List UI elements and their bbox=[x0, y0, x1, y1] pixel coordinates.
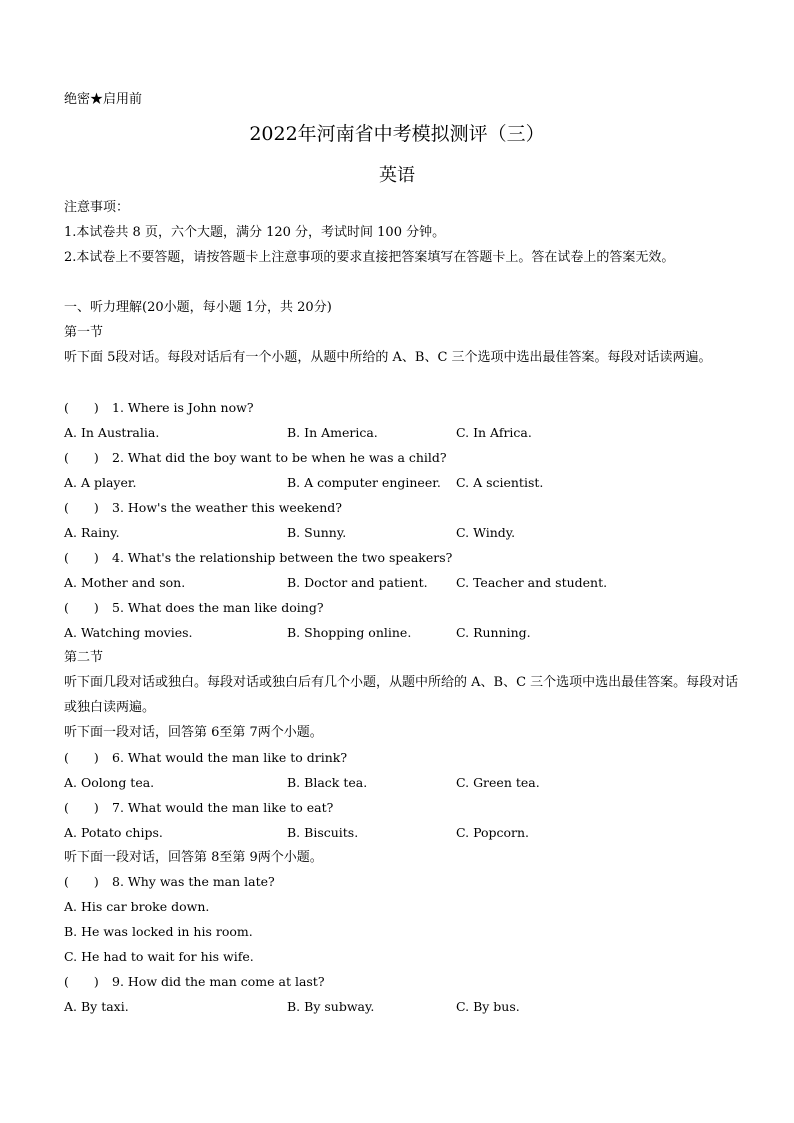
option-c: C. He had to wait for his wife. bbox=[64, 949, 254, 964]
option-c: C. Teacher and student. bbox=[456, 575, 608, 590]
option-a: A. In Australia. bbox=[64, 425, 160, 440]
option-a: A. A player. bbox=[64, 475, 137, 490]
question-4 bbox=[64, 550, 452, 566]
option-b: B. A computer engineer. bbox=[287, 475, 441, 490]
question-text: 8. Why was the man late? bbox=[112, 874, 275, 889]
option-a: A. Rainy. bbox=[64, 525, 120, 540]
question-text: 3. How's the weather this weekend? bbox=[112, 500, 342, 515]
question-text: 7. What would the man like to eat? bbox=[112, 800, 334, 815]
answer-blank[interactable]: ( ) bbox=[64, 600, 99, 615]
answer-blank[interactable]: ( ) bbox=[64, 800, 99, 815]
intro-8-9: 听下面一段对话，回答第 8至第 9两个小题。 bbox=[64, 850, 323, 865]
answer-blank[interactable]: ( ) bbox=[64, 550, 99, 565]
answer-blank[interactable]: ( ) bbox=[64, 874, 99, 889]
part1-heading: 一、听力理解(20小题，每小题 1分，共 20分) bbox=[64, 300, 332, 315]
option-c: C. A scientist. bbox=[456, 475, 544, 490]
option-b: B. Sunny. bbox=[287, 525, 347, 540]
question-text: 9. How did the man come at last? bbox=[112, 974, 325, 989]
section2-instruction: 听下面几段对话或独白。每段对话或独白后有几个小题，从题中所给的 A、B、C 三个选项中选出最佳答案。每段对话或独白读两遍。 bbox=[64, 675, 739, 715]
secret-mark: 绝密★启用前 bbox=[64, 92, 143, 107]
option-b: B. Biscuits. bbox=[287, 825, 359, 840]
section1-instruction: 听下面 5段对话。每段对话后有一个小题，从题中所给的 A、B、C 三个选项中选出最佳答案。每段对话读两遍。 bbox=[64, 350, 712, 365]
answer-blank[interactable]: ( ) bbox=[64, 750, 99, 765]
option-b: B. Doctor and patient. bbox=[287, 575, 428, 590]
question-2 bbox=[64, 450, 447, 466]
option-a: A. Mother and son. bbox=[64, 575, 186, 590]
option-a: A. His car broke down. bbox=[64, 899, 210, 914]
option-a: A. By taxi. bbox=[64, 999, 129, 1014]
question-7 bbox=[64, 800, 333, 816]
question-text: 1. Where is John now? bbox=[112, 400, 254, 415]
option-a: A. Oolong tea. bbox=[64, 775, 155, 790]
option-b: B. He was locked in his room. bbox=[64, 924, 253, 939]
question-6 bbox=[64, 750, 347, 766]
notice-item-2: 2.本试卷上不要答题，请按答题卡上注意事项的要求直接把答案填写在答题卡上。答在试卷上的答案无效。 bbox=[64, 250, 675, 265]
question-9 bbox=[64, 974, 325, 990]
option-c: C. Windy. bbox=[456, 525, 516, 540]
question-3 bbox=[64, 500, 342, 516]
question-8 bbox=[64, 874, 275, 890]
question-text: 4. What's the relationship between the two speakers? bbox=[112, 550, 453, 565]
question-text: 2. What did the boy want to be when he was a child? bbox=[112, 450, 447, 465]
answer-blank[interactable]: ( ) bbox=[64, 500, 99, 515]
option-c: C. Running. bbox=[456, 625, 531, 640]
intro-6-7: 听下面一段对话，回答第 6至第 7两个小题。 bbox=[64, 725, 323, 740]
option-a: A. Potato chips. bbox=[64, 825, 163, 840]
option-c: C. Green tea. bbox=[456, 775, 540, 790]
option-c: C. Popcorn. bbox=[456, 825, 530, 840]
notice-heading: 注意事项： bbox=[64, 200, 130, 215]
option-b: B. By subway. bbox=[287, 999, 375, 1014]
question-text: 5. What does the man like doing? bbox=[112, 600, 324, 615]
answer-blank[interactable]: ( ) bbox=[64, 974, 99, 989]
option-a: A. Watching movies. bbox=[64, 625, 193, 640]
option-b: B. In America. bbox=[287, 425, 378, 440]
section2-title: 第二节 bbox=[64, 650, 104, 665]
answer-blank[interactable]: ( ) bbox=[64, 400, 99, 415]
exam-title: 2022年河南省中考模拟测评（三） bbox=[249, 123, 545, 145]
section1-title: 第一节 bbox=[64, 325, 104, 340]
option-c: C. In Africa. bbox=[456, 425, 532, 440]
question-1 bbox=[64, 400, 254, 416]
answer-blank[interactable]: ( ) bbox=[64, 450, 99, 465]
question-5 bbox=[64, 600, 324, 616]
exam-subject: 英语 bbox=[379, 165, 415, 186]
question-text: 6. What would the man like to drink? bbox=[112, 750, 348, 765]
option-c: C. By bus. bbox=[456, 999, 520, 1014]
notice-item-1: 1.本试卷共 8 页，六个大题，满分 120 分，考试时间 100 分钟。 bbox=[64, 225, 446, 240]
option-b: B. Black tea. bbox=[287, 775, 368, 790]
option-b: B. Shopping online. bbox=[287, 625, 412, 640]
